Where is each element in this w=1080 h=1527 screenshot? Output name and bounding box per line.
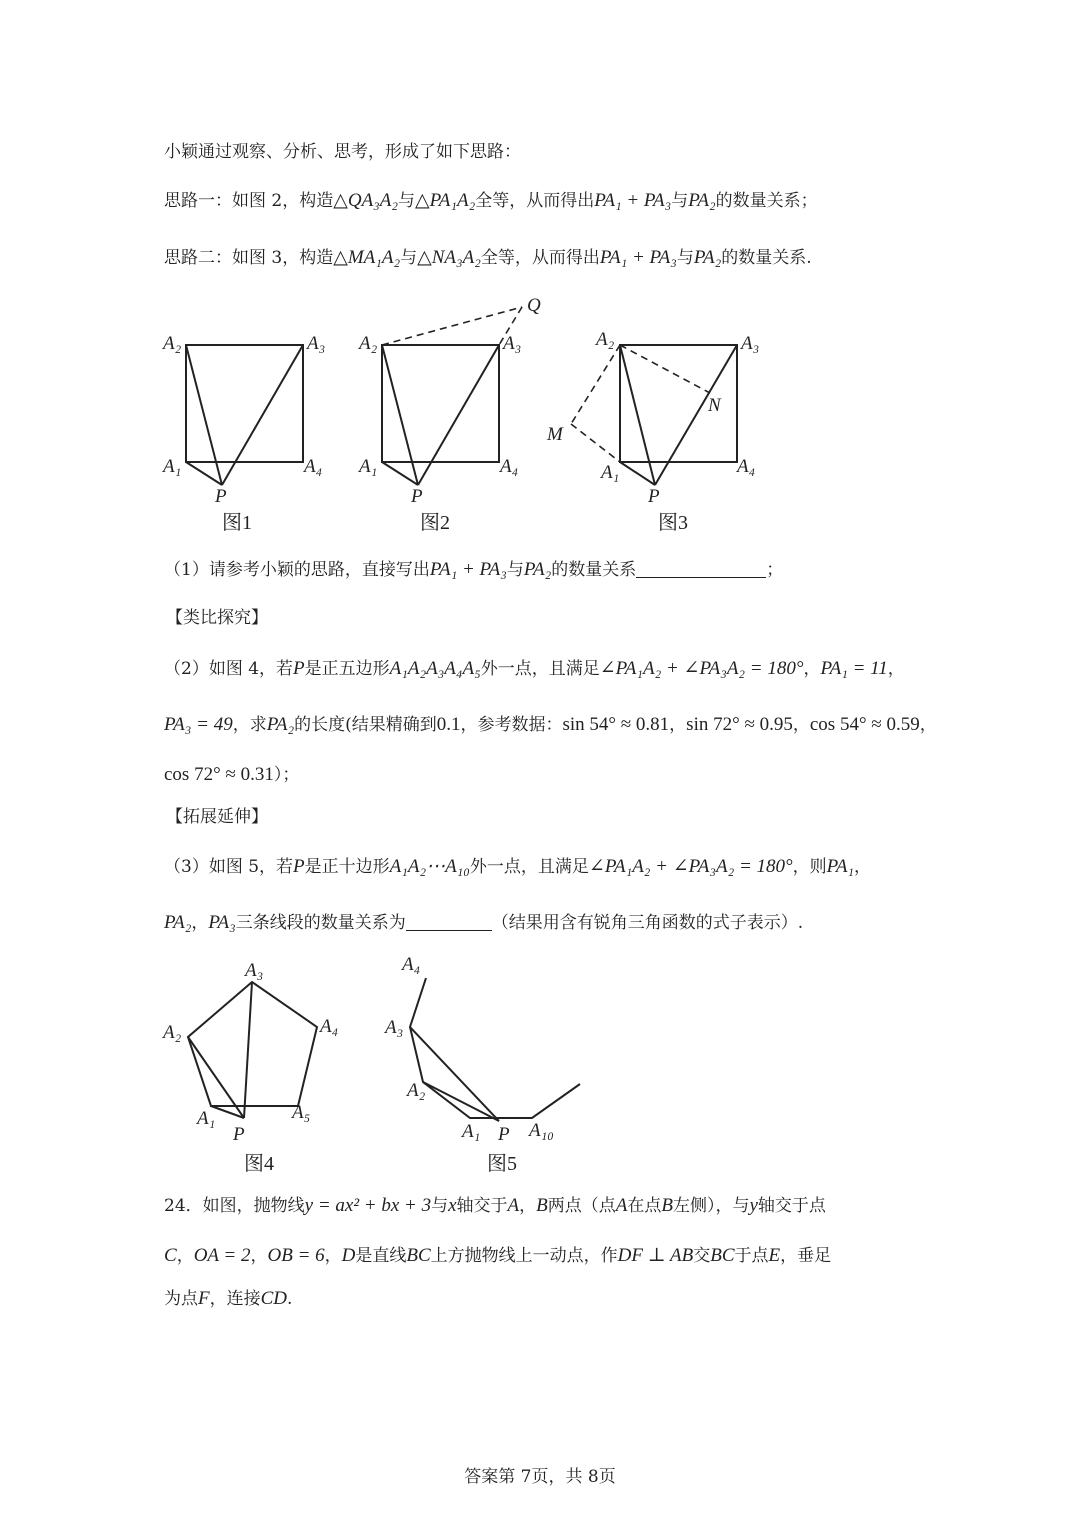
text-seg: 的数量关系 [551, 560, 637, 580]
text-seg: ， [854, 857, 872, 877]
fig3-label-a4: A₄ [737, 456, 756, 477]
fig3-label-p: P [648, 486, 660, 507]
math-cos54: cos 54° ≈ 0.59 [809, 714, 920, 735]
text-seg: 24．如图，抛物线 [164, 1196, 305, 1216]
text-seg: ， [519, 1196, 537, 1216]
text-seg: 在点 [627, 1196, 662, 1216]
figure-4 [188, 982, 317, 1118]
text-seg: 全等，从而得出 [475, 191, 595, 211]
math-pa2: PA₂ [523, 559, 552, 580]
math-sin54: sin 54° ≈ 0.81 [562, 714, 670, 735]
fig1-line-a3p [222, 345, 303, 485]
page-footer: 答案第 7页，共 8页 [464, 1467, 616, 1487]
math-pa2: PA₂ [693, 247, 722, 268]
fig1-label-a2: A₂ [163, 333, 182, 354]
fig5-line-a2p [423, 1082, 499, 1121]
fig2-line-a3p [418, 345, 499, 485]
text-seg: 思路一：如图 2，构造 [164, 191, 334, 211]
text-seg: 轴交于 [456, 1196, 508, 1216]
text-seg: 轴交于点 [757, 1196, 826, 1216]
fig2-label-p: P [411, 486, 423, 507]
text-seg: ， [324, 1246, 342, 1266]
math-cd: CD [260, 1288, 288, 1309]
fig3-line-a3p [655, 345, 737, 485]
text-seg: 两点（点 [547, 1196, 616, 1216]
math-decagon: A₁A₂⋯A₁₀ [389, 856, 470, 877]
line-problem-24a [164, 1194, 826, 1218]
fig3-label-n: N [708, 395, 721, 416]
text-seg: （3）如图 5，若 [164, 857, 294, 877]
fig3-dashed-a2n [620, 345, 710, 393]
line-question-2b [164, 713, 937, 737]
fig3-caption: 图3 [658, 512, 688, 534]
math-b: B [536, 1195, 548, 1216]
math-p: P [293, 658, 305, 679]
math-pa2: PA₂ [266, 714, 295, 735]
fig4-label-p: P [233, 1124, 245, 1145]
heading-text: 【拓展延伸】 [166, 807, 268, 827]
fig5-decagon-part [410, 978, 580, 1118]
math-df-perp-ab: DF ⊥ AB [617, 1245, 694, 1266]
math-x: x [448, 1195, 457, 1216]
fig3-line-a2p [620, 345, 655, 485]
fig5-label-a4: A₄ [402, 954, 421, 975]
text-seg: ，则 [792, 857, 827, 877]
text-seg: 与 [398, 191, 415, 211]
fig1-label-a3: A₃ [307, 333, 326, 354]
fig5-label-a1: A₁ [462, 1121, 481, 1142]
fig1-label-a4: A₄ [304, 456, 323, 477]
text-seg: （结果用含有锐角三角函数的式子表示）. [491, 913, 804, 933]
fig2-label-q: Q [527, 295, 541, 316]
text-seg: ， [191, 913, 209, 933]
fig3-label-a3: A₃ [741, 333, 760, 354]
math-p: P [293, 856, 305, 877]
line-question-3a [164, 855, 871, 879]
text-seg: 的数量关系； [715, 191, 818, 211]
text-seg: 全等，从而得出 [480, 248, 600, 268]
math-sum: PA₁ + PA₃ [429, 559, 507, 580]
text-seg: . [287, 1289, 293, 1309]
math-angle-condition: ∠PA₁A₂ + ∠PA₃A₂ = 180° [588, 856, 793, 877]
fig3-label-a1: A₁ [601, 462, 620, 483]
text-seg: 是正五边形 [304, 659, 390, 679]
line-problem-24c [164, 1287, 292, 1311]
fig5-caption: 图5 [487, 1153, 517, 1175]
text-seg: ， [176, 1246, 194, 1266]
text-seg: 上方抛物线上一动点，作 [430, 1246, 618, 1266]
text-seg: 是正十边形 [304, 857, 390, 877]
text-seg: ， [919, 715, 937, 735]
math-oa: OA = 2 [193, 1245, 251, 1266]
text-seg: 与 [506, 560, 524, 580]
text-seg: 思路二：如图 3，构造 [164, 248, 334, 268]
text-seg: 与 [400, 248, 418, 268]
fig5-label-a10: A₁₀ [529, 1120, 554, 1141]
text-seg: 的数量关系. [721, 248, 812, 268]
fig2-label-a2: A₂ [359, 333, 378, 354]
figure-5 [410, 978, 580, 1121]
math-pentagon: A₁A₂A₃A₄A₅ [389, 658, 481, 679]
fig4-label-a3: A₃ [245, 960, 264, 981]
math-precision: 0.1 [436, 714, 461, 735]
fig2-caption: 图2 [420, 512, 450, 534]
text-seg: ）； [273, 765, 300, 785]
text-seg: ，连接 [209, 1289, 261, 1309]
math-a: A [507, 1195, 520, 1216]
math-sum: PA₁ + PA₃ [599, 247, 677, 268]
intro-text: 小颖通过观察、分析、思考，形成了如下思路： [164, 142, 521, 162]
answer-blank-1[interactable] [636, 560, 766, 578]
fig2-label-a3: A₃ [503, 333, 522, 354]
fig4-caption: 图4 [244, 1153, 274, 1175]
math-triangle-ma1a2: △MA₁A₂ [333, 247, 401, 268]
text-seg: 与 [676, 248, 694, 268]
text-seg: ， [803, 659, 821, 679]
text-seg: ， [250, 1246, 268, 1266]
fig3-dashed-ma1 [571, 424, 620, 462]
text-seg: ， [669, 715, 687, 735]
text-seg: 是直线 [355, 1246, 407, 1266]
text-seg: 外一点，且满足 [469, 857, 589, 877]
line-problem-24b [164, 1244, 831, 1268]
math-cos72: cos 72° ≈ 0.31 [164, 764, 274, 785]
fig2-dashed-a2q [382, 307, 522, 345]
math-triangle-pa1a2: △PA₁A₂ [415, 190, 476, 211]
line-question-1 [164, 558, 783, 582]
math-sum: PA₁ + PA₃ [594, 190, 672, 211]
text-seg: ，求 [232, 715, 267, 735]
fig1-label-p: P [215, 486, 227, 507]
line-question-2a [164, 657, 905, 681]
figure-1 [186, 345, 303, 485]
fig4-label-a2: A₂ [163, 1022, 182, 1043]
text-seg: ，参考数据： [460, 715, 563, 735]
math-bc: BC [710, 1245, 735, 1266]
fig4-label-a5: A₅ [292, 1102, 311, 1123]
heading-text: 【类比探究】 [166, 608, 268, 628]
text-seg: 的长度(结果精确到 [294, 715, 437, 735]
math-y: y [749, 1195, 758, 1216]
fig2-label-a1: A₁ [359, 456, 378, 477]
line-question-3b [164, 911, 803, 935]
math-d: D [341, 1245, 356, 1266]
text-seg: ， [887, 659, 905, 679]
math-pa3-value: PA₃ = 49 [164, 714, 233, 735]
math-bc: BC [406, 1245, 431, 1266]
math-a: A [615, 1195, 628, 1216]
math-sin72: sin 72° ≈ 0.95 [686, 714, 793, 735]
text-seg: 于点 [734, 1246, 769, 1266]
math-b: B [661, 1195, 673, 1216]
math-parabola: y = ax² + bx + 3 [304, 1195, 432, 1216]
fig1-caption: 图1 [222, 512, 252, 534]
text-seg: 外一点，且满足 [480, 659, 600, 679]
math-pa3: PA₃ [208, 912, 236, 933]
math-pa1: PA₁ [826, 856, 855, 877]
text-seg: 与 [671, 191, 689, 211]
fig3-label-a2: A₂ [596, 329, 615, 350]
math-ob: OB = 6 [267, 1245, 325, 1266]
fig4-label-a1: A₁ [197, 1108, 216, 1129]
section-heading-extension [166, 805, 268, 829]
math-f: F [198, 1288, 210, 1309]
text-seg: 左侧），与 [672, 1196, 750, 1216]
math-c: C [164, 1245, 177, 1266]
fig3-label-m: M [547, 424, 563, 445]
fig4-label-a4: A₄ [320, 1016, 339, 1037]
text-seg: ； [766, 560, 784, 580]
math-pa2: PA₂ [164, 912, 192, 933]
fig5-label-a3: A₃ [385, 1017, 404, 1038]
math-triangle-qa3a2: △QA₃A₂ [333, 190, 398, 211]
math-triangle-na3a2: △NA₃A₂ [417, 247, 481, 268]
text-seg: 交 [693, 1246, 711, 1266]
text-seg: ， [792, 715, 810, 735]
fig5-label-p: P [498, 1124, 510, 1145]
fig1-label-a1: A₁ [163, 456, 182, 477]
math-pa1-value: PA₁ = 11 [820, 658, 888, 679]
fig5-label-a2: A₂ [407, 1080, 426, 1101]
text-seg: （2）如图 4，若 [164, 659, 294, 679]
fig4-pentagon [188, 982, 317, 1106]
fig3-dashed-a2m [571, 345, 620, 424]
answer-blank-3[interactable] [406, 913, 492, 931]
math-pa2: PA₂ [688, 190, 716, 211]
fig4-line-a3p [244, 982, 252, 1118]
text-seg: 与 [431, 1196, 449, 1216]
line-question-2c [164, 763, 299, 787]
math-angle-condition: ∠PA₁A₂ + ∠PA₃A₂ = 180° [599, 658, 804, 679]
math-e: E [768, 1245, 781, 1266]
text-seg: ，垂足 [780, 1246, 832, 1266]
text-seg: 三条线段的数量关系为 [235, 913, 406, 933]
text-seg: 为点 [164, 1289, 198, 1309]
fig2-label-a4: A₄ [500, 456, 519, 477]
fig1-line-a2p [186, 345, 222, 485]
text-seg: （1）请参考小颖的思路，直接写出 [164, 560, 430, 580]
fig2-line-a2p [382, 345, 418, 485]
section-heading-analogy [166, 606, 268, 630]
